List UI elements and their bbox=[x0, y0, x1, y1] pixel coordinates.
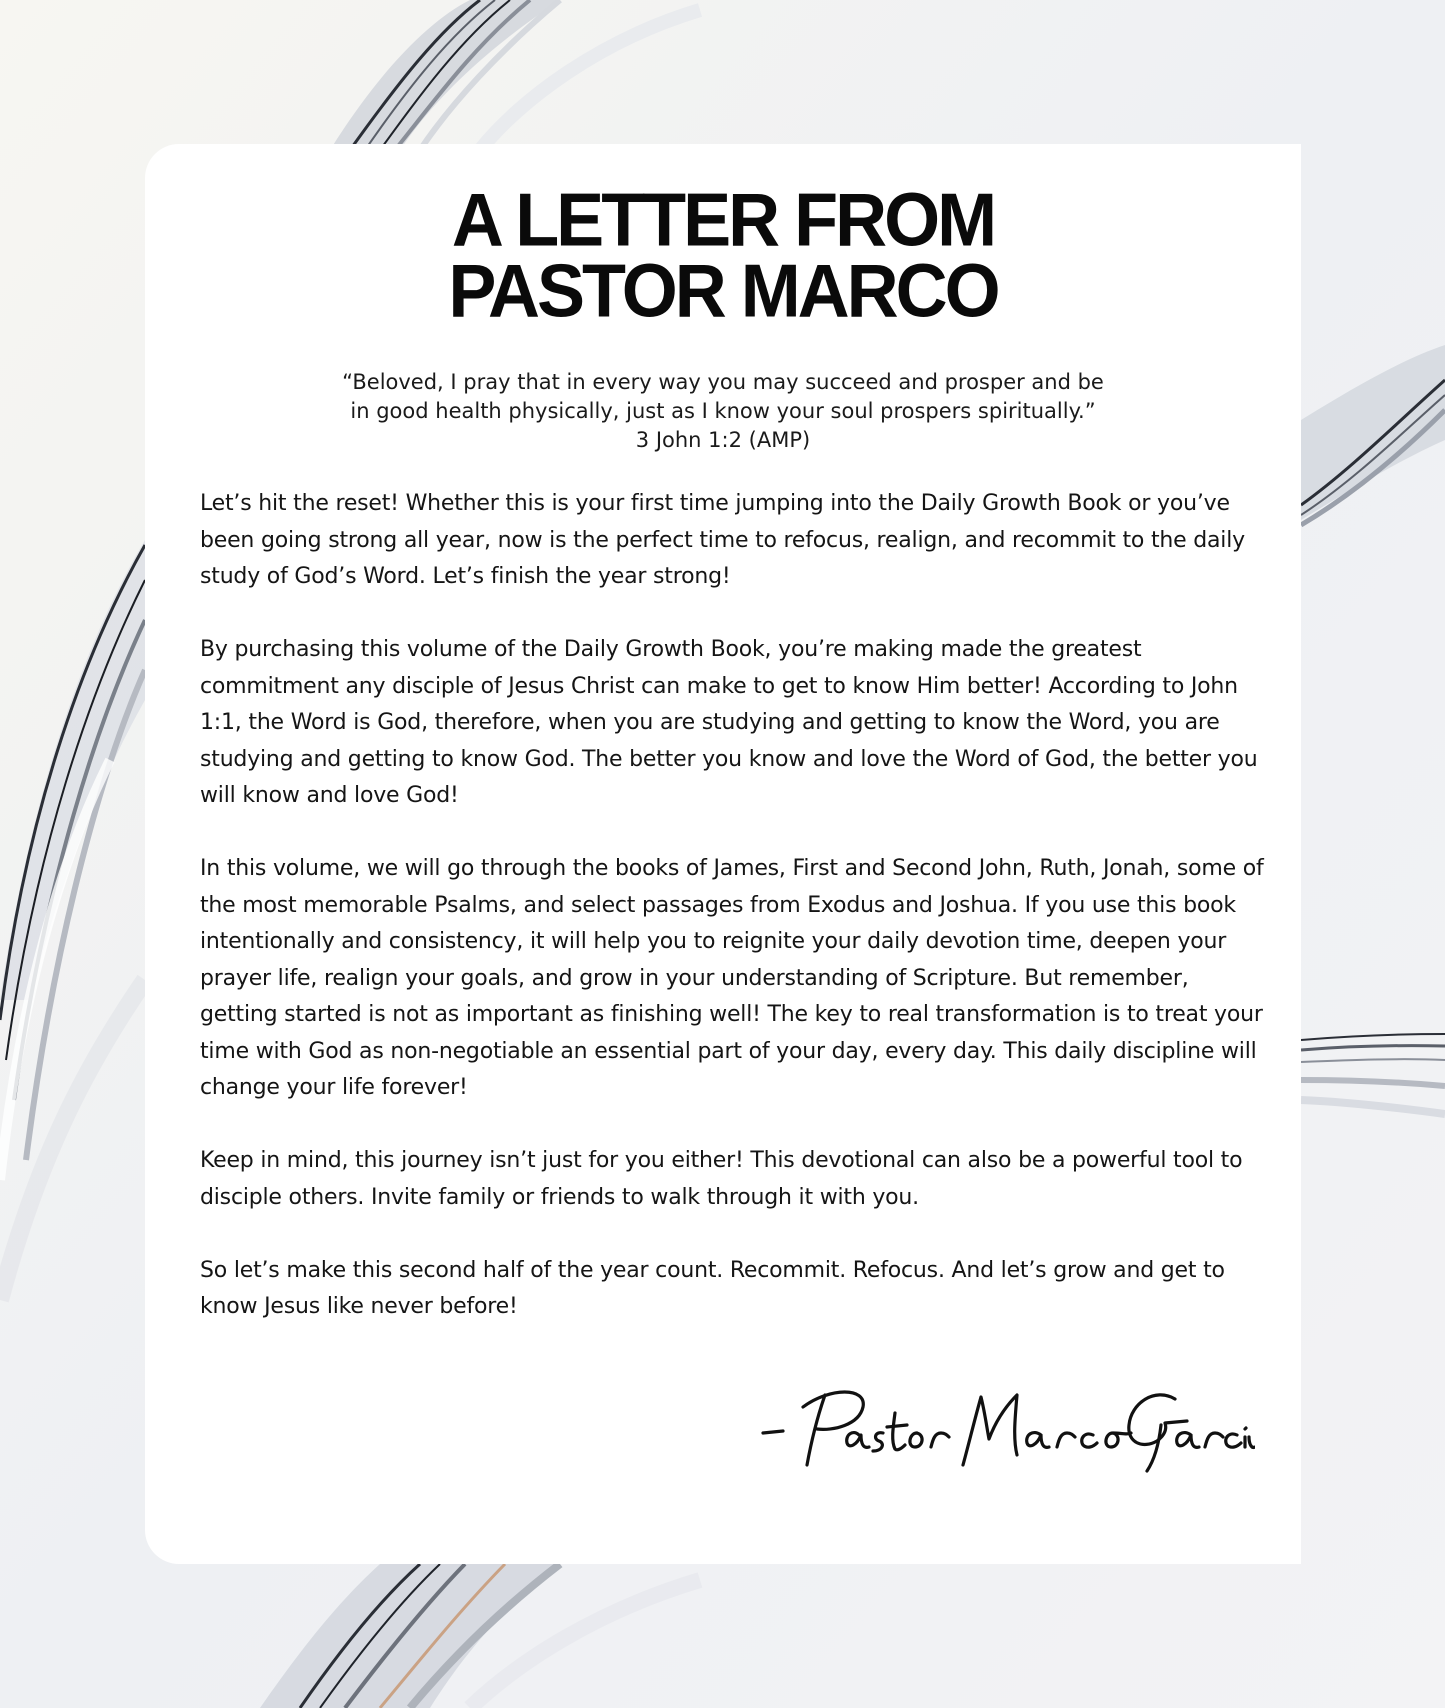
letter-title bbox=[145, 179, 1301, 333]
body-paragraph: So let’s make this second half of the year count. Recommit. Refocus. And let’s grow and get to know Jesus like never before! bbox=[200, 1257, 1225, 1319]
title-line: PASTOR MARCO bbox=[448, 249, 998, 333]
verse-reference: 3 John 1:2 (AMP) bbox=[635, 428, 811, 452]
letter-card bbox=[145, 144, 1301, 1564]
verse-line: “Beloved, I pray that in every way you may succeed and prosper and be bbox=[342, 370, 1104, 394]
body-paragraph: Let’s hit the reset! Whether this is your first time jumping into the Daily Growth Book or you’ve been going strong all year, now is the perfect time to refocus, realign, and recommit to the daily study of God’s Word. Let’s finish the year strong! bbox=[200, 491, 1245, 589]
title-line: A LETTER FROM bbox=[451, 179, 995, 263]
handwritten-signature bbox=[755, 1373, 1255, 1483]
verse-line: in good health physically, just as I know your soul prospers spiritually.” bbox=[350, 399, 1096, 423]
letter-body bbox=[200, 486, 1270, 1362]
body-paragraph: By purchasing this volume of the Daily Growth Book, you’re making made the greatest commitment any disciple of Jesus Christ can make to get to know Him better! According to John 1:1, the Word is God, therefore, when you are studying and getting to know the Word, you are studying and getting to know God. The better you know and love the Word of God, the better you will know and love God! bbox=[200, 637, 1258, 808]
body-paragraph: In this volume, we will go through the books of James, First and Second John, Ruth, Jonah, some of the most memorable Psalms, and select passages from Exodus and Joshua. If you use this book intentionally and consistency, it will help you to reignite your daily devotion time, deepen your prayer life, realign your goals, and grow in your understanding of Scripture. But remember, getting started is not as important as finishing well! The key to real transformation is to treat your time with God as non-negotiable an essential part of your day, every day. This daily discipline will change your life forever! bbox=[200, 856, 1264, 1100]
body-paragraph: Keep in mind, this journey isn’t just for you either! This devotional can also be a powerful tool to disciple others. Invite family or friends to walk through it with you. bbox=[200, 1148, 1243, 1210]
scripture-quote bbox=[145, 368, 1301, 455]
